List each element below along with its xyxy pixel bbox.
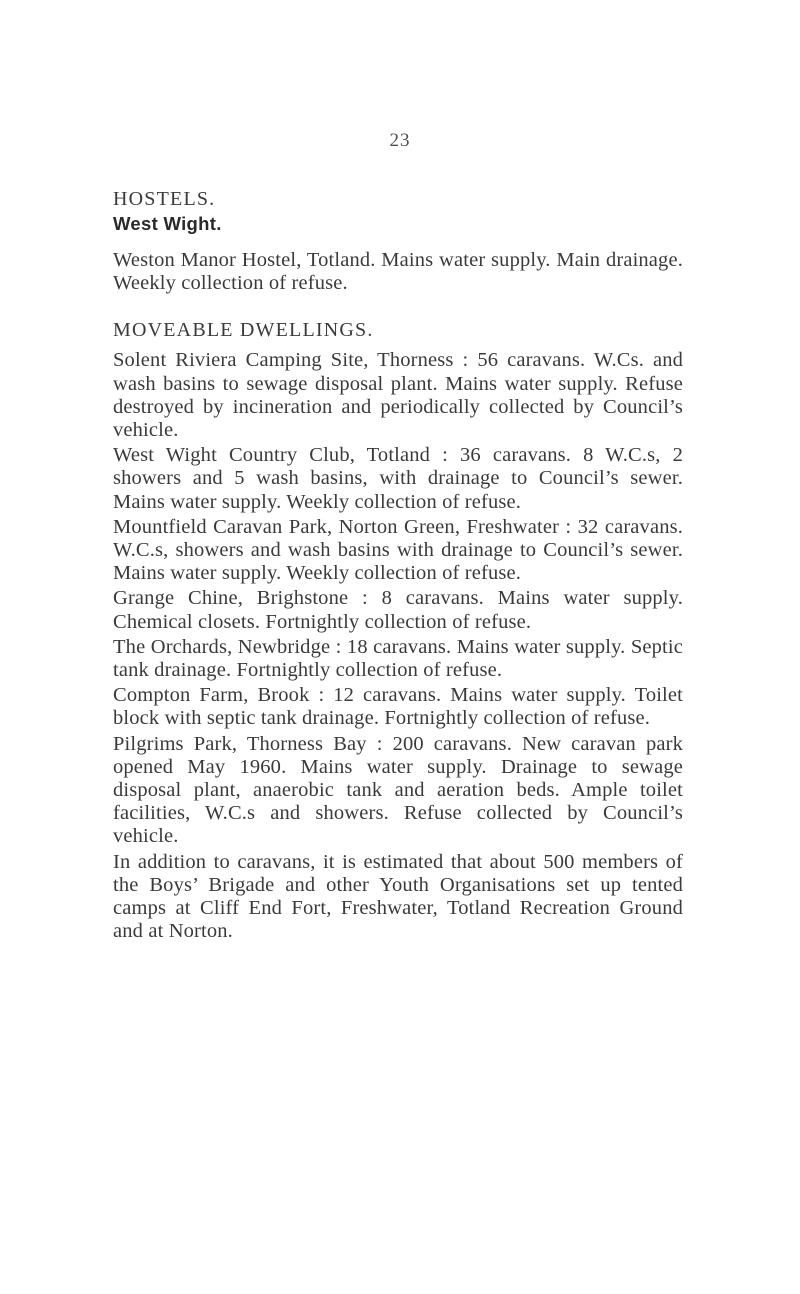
dwelling-entry: The Orchards, Newbridge : 18 caravans. Mains water supply. Septic tank drainage. Fortnightly collection of refuse. [113, 635, 683, 682]
moveable-dwellings-heading: MOVEABLE DWELLINGS. [113, 319, 374, 342]
section-spacer [113, 295, 683, 319]
dwelling-entry: Grange Chine, Brighstone : 8 caravans. Mains water supply. Chemical closets. Fortnightly collection of refuse. [113, 587, 683, 633]
hostel-entry: Weston Manor Hostel, Totland. Mains water supply. Main drainage. Weekly collection of refuse. [113, 249, 683, 295]
page-number: 23 [389, 130, 411, 151]
hostels-section [113, 188, 683, 295]
dwelling-entry: West Wight Country Club, Totland : 36 caravans. 8 W.C.s, 2 showers and 5 wash basins, with drainage to Council’s sewer. Mains water supply. Weekly collection of refuse. [113, 444, 683, 513]
dwelling-entry: Mountfield Caravan Park, Norton Green, Freshwater : 32 caravans. W.C.s, showers and wash basins with drainage to Council’s sewer. Mains water supply. Weekly collection of refuse. [113, 515, 683, 585]
moveable-dwellings-section [113, 319, 683, 943]
dwelling-entry: Pilgrims Park, Thorness Bay : 200 caravans. New caravan park opened May 1960. Mains water supply. Drainage to sewage disposal plant, anaerobic tank and aeration beds. Ample toilet facilities, W.C.s and showers. Refuse collected by Council’s vehicle. [113, 732, 683, 848]
dwelling-entry: In addition to caravans, it is estimated that about 500 members of the Boys’ Brigade and other Youth Organisations set up tented camps at Cliff End Fort, Freshwater, Totland Recreation Ground and at Norton. [113, 850, 683, 943]
dwelling-entry: Solent Riviera Camping Site, Thorness : 56 caravans. W.Cs. and wash basins to sewage disposal plant. Mains water supply. Refuse destroyed by incineration and periodically collected by Council’s vehicle. [113, 349, 683, 442]
hostels-heading: HOSTELS. [113, 188, 216, 210]
west-wight-subheading: West Wight. [113, 213, 222, 234]
dwelling-entry: Compton Farm, Brook : 12 caravans. Mains water supply. Toilet block with septic tank drainage. Fortnightly collection of refuse. [113, 684, 683, 730]
page-content [113, 188, 683, 945]
